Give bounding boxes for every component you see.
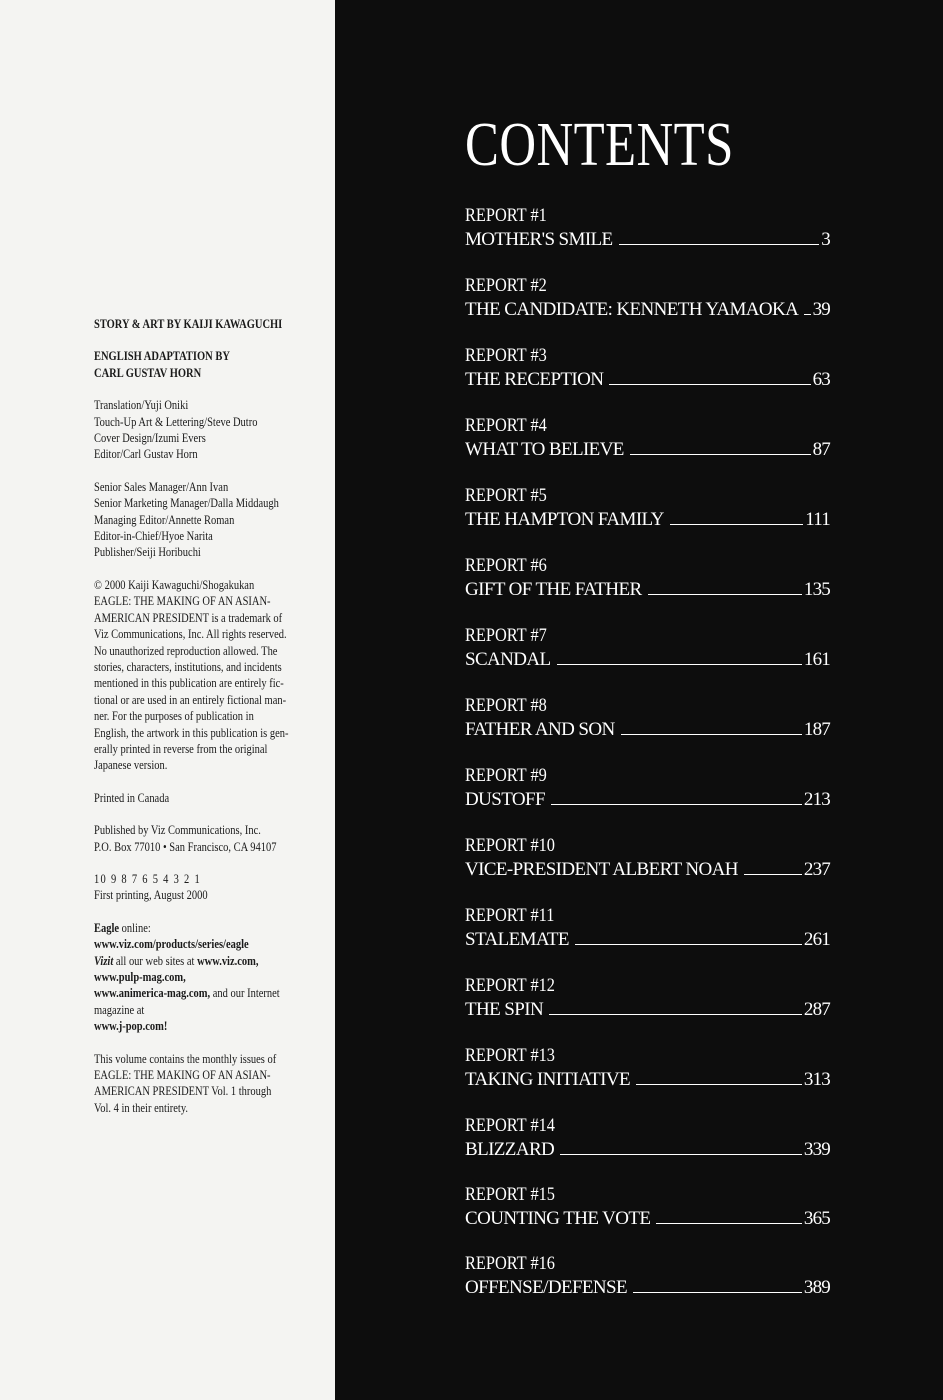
toc-leader-line (551, 804, 802, 805)
animerica-url-link[interactable]: www.animerica-mag.com, (94, 986, 211, 1001)
copyright-line: © 2000 Kaiji Kawaguchi/Shogakukan (94, 577, 255, 592)
toc-chapter-name: COUNTING THE VOTE (465, 1208, 651, 1229)
toc-page-number: 39 (812, 299, 830, 320)
copyright-line: tional or are used in an entirely fictional man- (94, 692, 287, 707)
eagle-label: Eagle (94, 920, 120, 935)
toc-entry-15[interactable] (465, 1183, 830, 1231)
vizit-text: all our web sites at (113, 953, 198, 968)
copyright-line: Viz Communications, Inc. All rights reserved. (94, 627, 287, 642)
toc-leader-line (609, 384, 810, 385)
toc-chapter-name: OFFENSE/DEFENSE (465, 1277, 628, 1298)
pulp-url-link[interactable]: www.pulp-mag.com, (94, 970, 186, 984)
toc-chapter-name: TAKING INITIATIVE (465, 1069, 631, 1090)
toc-row (465, 1138, 830, 1162)
volume-note-line: AMERICAN PRESIDENT Vol. 1 through (94, 1084, 272, 1099)
viz-url-link[interactable]: www.viz.com, (197, 953, 259, 968)
copyright-line: ner. For the purposes of publication in (94, 709, 254, 724)
toc-chapter-name: FATHER AND SON (465, 719, 615, 740)
toc-row (465, 788, 830, 812)
staff-credits-1 (94, 397, 309, 463)
toc-report-label: REPORT #3 (465, 345, 547, 366)
copyright-line: Japanese version. (94, 758, 168, 773)
toc-page-number: 111 (805, 509, 830, 530)
toc-leader-line (575, 944, 802, 945)
copyright-line: No unauthorized reproduction allowed. The (94, 643, 278, 658)
toc-report-label: REPORT #12 (465, 975, 555, 996)
printed-in-text: Printed in Canada (94, 790, 170, 805)
vizit-line (94, 953, 309, 969)
credits-page (0, 0, 335, 1400)
toc-leader-line (670, 524, 804, 525)
story-art-credit (94, 316, 309, 332)
animerica-line (94, 985, 309, 1001)
toc-entry-4[interactable] (465, 414, 830, 462)
toc-page-number: 365 (803, 1208, 830, 1229)
animerica-text: and our Internet (210, 986, 280, 1001)
story-art-text: STORY & ART BY KAIJI KAWAGUCHI (94, 317, 283, 331)
toc-report-label: REPORT #4 (465, 415, 547, 436)
toc-page-number: 339 (803, 1139, 830, 1160)
toc-page-number: 389 (803, 1277, 830, 1298)
toc-entry-1[interactable] (465, 204, 830, 252)
toc-chapter-name: GIFT OF THE FATHER (465, 579, 642, 600)
toc-row (465, 438, 830, 462)
toc-entry-5[interactable] (465, 484, 830, 532)
staff-line: Managing Editor/Annette Roman (94, 512, 235, 527)
toc-report-label: REPORT #16 (465, 1253, 555, 1274)
toc-report-label: REPORT #8 (465, 695, 547, 716)
printed-in (94, 790, 309, 806)
staff-line: Publisher/Seiji Horibuchi (94, 545, 201, 560)
staff-line: Editor-in-Chief/Hyoe Narita (94, 529, 213, 544)
toc-report-label: REPORT #11 (465, 905, 555, 926)
volume-note-line: Vol. 4 in their entirety. (94, 1100, 189, 1115)
toc-chapter-name: STALEMATE (465, 929, 569, 950)
toc-chapter-name: MOTHER'S SMILE (465, 229, 613, 250)
staff-line: Translation/Yuji Oniki (94, 398, 189, 413)
printing-number-line: 10 9 8 7 6 5 4 3 2 1 (94, 871, 202, 886)
jpop-url-link[interactable]: www.j-pop.com! (94, 1019, 168, 1034)
toc-report-label: REPORT #15 (465, 1184, 555, 1205)
copyright-notice (94, 577, 309, 774)
toc-page-number: 3 (821, 229, 830, 250)
toc-leader-line (636, 1084, 802, 1085)
staff-credits-2 (94, 479, 309, 561)
copyright-line: stories, characters, institutions, and incidents (94, 659, 282, 674)
staff-line: Cover Design/Izumi Evers (94, 431, 206, 446)
toc-leader-line (630, 454, 811, 455)
toc-row (465, 648, 830, 672)
toc-leader-line (656, 1223, 801, 1224)
toc-leader-line (744, 874, 802, 875)
staff-line: Senior Marketing Manager/Dalla Middaugh (94, 496, 279, 511)
adaptation-credit (94, 348, 309, 381)
toc-leader-line (621, 734, 802, 735)
toc-leader-line (619, 244, 820, 245)
copyright-line: English, the artwork in this publication is gen- (94, 725, 289, 740)
toc-chapter-name: THE CANDIDATE: KENNETH YAMAOKA (465, 299, 799, 320)
contents-title: CONTENTS (465, 111, 734, 179)
toc-row (465, 1068, 830, 1092)
toc-page-number: 63 (812, 369, 830, 390)
toc-row (465, 858, 830, 882)
toc-report-label: REPORT #6 (465, 555, 547, 576)
toc-row (465, 928, 830, 952)
toc-page-number: 237 (803, 859, 830, 880)
online-label-line (94, 920, 309, 936)
toc-row (465, 718, 830, 742)
toc-report-label: REPORT #9 (465, 765, 547, 786)
toc-leader-line (648, 594, 802, 595)
toc-report-label: REPORT #14 (465, 1115, 555, 1136)
copyright-line: EAGLE: THE MAKING OF AN ASIAN- (94, 594, 271, 609)
printing-info (94, 871, 309, 904)
toc-entry-6[interactable] (465, 554, 830, 602)
toc-chapter-name: THE RECEPTION (465, 369, 604, 390)
magazine-text: magazine at (94, 1002, 145, 1017)
toc-report-label: REPORT #13 (465, 1045, 555, 1066)
staff-line: Touch-Up Art & Lettering/Steve Dutro (94, 414, 258, 429)
toc-chapter-name: SCANDAL (465, 649, 551, 670)
toc-leader-line (804, 314, 810, 315)
toc-page-number: 187 (803, 719, 830, 740)
adaptation-line-1: ENGLISH ADAPTATION BY (94, 349, 230, 364)
printing-date-line: First printing, August 2000 (94, 888, 208, 903)
adaptation-line-2: CARL GUSTAV HORN (94, 365, 202, 380)
toc-row (465, 578, 830, 602)
toc-report-label: REPORT #5 (465, 485, 547, 506)
toc-row (465, 998, 830, 1022)
toc-row (465, 1276, 830, 1300)
toc-chapter-name: THE HAMPTON FAMILY (465, 509, 664, 530)
toc-leader-line (557, 664, 802, 665)
copyright-line: erally printed in reverse from the original (94, 741, 268, 756)
copyright-line: mentioned in this publication are entirely fic- (94, 676, 284, 691)
toc-page-number: 161 (803, 649, 830, 670)
volume-note-line: EAGLE: THE MAKING OF AN ASIAN- (94, 1068, 271, 1083)
toc-entry-9[interactable] (465, 764, 830, 812)
toc-page-number: 213 (803, 789, 830, 810)
vizit-word: Vizit (94, 953, 114, 968)
toc-row (465, 368, 830, 392)
toc-leader-line (549, 1014, 802, 1015)
toc-page-number: 261 (803, 929, 830, 950)
toc-report-label: REPORT #10 (465, 835, 555, 856)
toc-entry-11[interactable] (465, 904, 830, 952)
staff-line: Senior Sales Manager/Ann Ivan (94, 479, 229, 494)
staff-line: Editor/Carl Gustav Horn (94, 447, 198, 462)
toc-row (465, 508, 830, 532)
toc-page-number: 287 (803, 999, 830, 1020)
toc-chapter-name: THE SPIN (465, 999, 544, 1020)
toc-page-number: 135 (803, 579, 830, 600)
volume-note-line: This volume contains the monthly issues of (94, 1051, 277, 1066)
toc-entry-13[interactable] (465, 1044, 830, 1092)
online-info (94, 920, 309, 1035)
toc-entry-10[interactable] (465, 834, 830, 882)
credits-block (94, 316, 309, 1132)
toc-entry-3[interactable] (465, 344, 830, 392)
publisher-line: Published by Viz Communications, Inc. (94, 823, 261, 838)
toc-chapter-name: DUSTOFF (465, 789, 545, 810)
toc-row (465, 298, 830, 322)
toc-entry-12[interactable] (465, 974, 830, 1022)
series-url-link[interactable]: www.viz.com/products/series/eagle (94, 937, 249, 952)
publisher-address (94, 822, 309, 855)
copyright-line: AMERICAN PRESIDENT is a trademark of (94, 610, 283, 625)
toc-page-number: 87 (812, 439, 830, 460)
toc-chapter-name: VICE-PRESIDENT ALBERT NOAH (465, 859, 738, 880)
toc-chapter-name: WHAT TO BELIEVE (465, 439, 624, 460)
toc-entry-16[interactable] (465, 1252, 830, 1300)
toc-report-label: REPORT #1 (465, 205, 547, 226)
publisher-line: P.O. Box 77010 • San Francisco, CA 94107 (94, 839, 277, 854)
toc-page-number: 313 (803, 1069, 830, 1090)
toc-entry-8[interactable] (465, 694, 830, 742)
toc-report-label: REPORT #2 (465, 275, 547, 296)
toc-entry-2[interactable] (465, 274, 830, 322)
online-label-suffix: online: (119, 920, 151, 935)
toc-leader-line (560, 1154, 802, 1155)
toc-entry-7[interactable] (465, 624, 830, 672)
toc-row (465, 1207, 830, 1231)
toc-entry-14[interactable] (465, 1114, 830, 1162)
toc-row (465, 228, 830, 252)
toc-report-label: REPORT #7 (465, 625, 547, 646)
toc-leader-line (633, 1292, 802, 1293)
toc-chapter-name: BLIZZARD (465, 1139, 555, 1160)
volume-note (94, 1051, 309, 1117)
